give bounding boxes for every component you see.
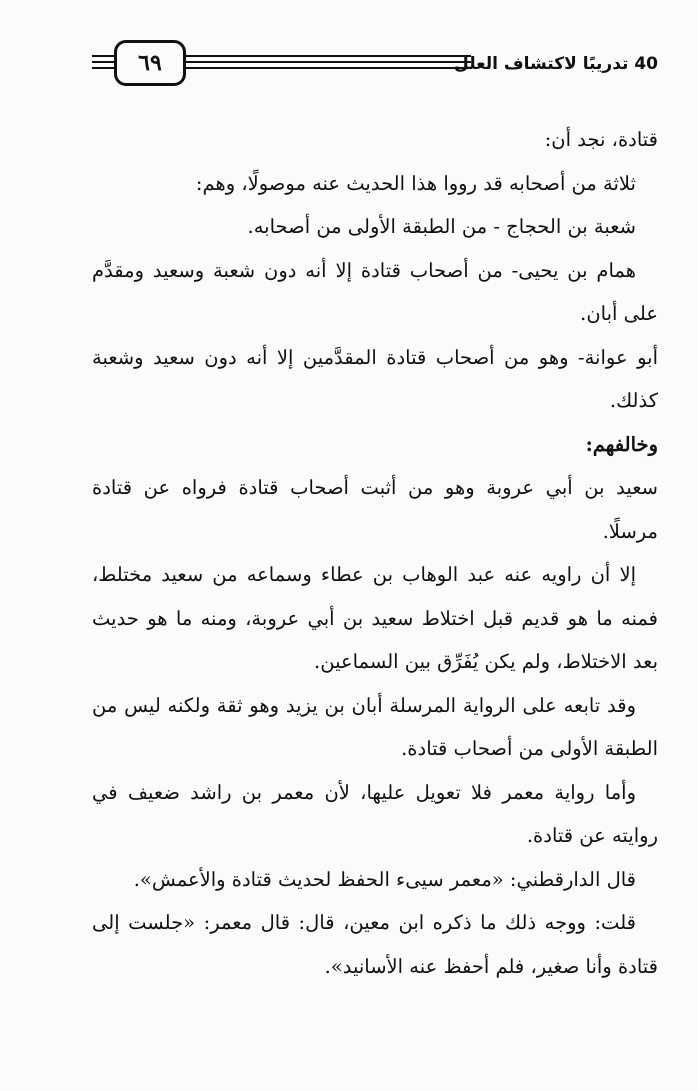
running-title: 40 تدريبًا لاكتشاف العلل	[454, 54, 658, 74]
header-rule	[183, 61, 471, 63]
paragraph: ثلاثة من أصحابه قد رووا هذا الحديث عنه موصولًا، وهم:	[195, 171, 636, 195]
paragraph: قتادة، نجد أن:	[544, 128, 658, 151]
paragraph: شعبة بن الحجاج - من الطبقة الأولى من أصحابه.	[247, 215, 636, 238]
paragraph: إلا أن راويه عنه عبد الوهاب بن عطاء وسماعه من سعيد مختلط، فمنه ما هو قديم قبل اختلاط سعيد بن أبي عروبة، ومنه ما هو حديث بعد الاختلاط، ولم يكن يُفَرِّق بين السماعين.	[92, 563, 658, 673]
page-number: ٦٩	[138, 50, 162, 76]
section-heading: وخالفهم:	[585, 432, 658, 456]
paragraph: قال الدارقطني: «معمر سيىء الحفظ لحديث قتادة والأعمش».	[133, 867, 636, 891]
header-rule	[183, 67, 471, 69]
paragraph: وأما رواية معمر فلا تعويل عليها، لأن معمر بن راشد ضعيف في روايته عن قتادة.	[92, 780, 658, 847]
page-body	[92, 118, 658, 988]
header-rule	[183, 55, 471, 57]
paragraph: قلت: ووجه ذلك ما ذكره ابن معين، قال: قال معمر: «جلست إلى قتادة وأنا صغير، فلم أحفظ عنه الأسانيد».	[92, 911, 658, 978]
paragraph: سعيد بن أبي عروبة وهو من أثبت أصحاب قتادة فرواه عن قتادة مرسلًا.	[92, 476, 658, 543]
paragraph: وقد تابعه على الرواية المرسلة أبان بن يزيد وهو ثقة ولكنه ليس من الطبقة الأولى من أصحاب قتادة.	[92, 693, 658, 760]
paragraph: همام بن يحيى- من أصحاب قتادة إلا أنه دون شعبة وسعيد ومقدَّم على أبان.	[92, 258, 658, 325]
page-number-box	[114, 40, 186, 86]
paragraph: أبو عوانة- وهو من أصحاب قتادة المقدَّمين إلا أنه دون سعيد وشعبة كذلك.	[92, 345, 658, 412]
page-header	[0, 0, 698, 100]
